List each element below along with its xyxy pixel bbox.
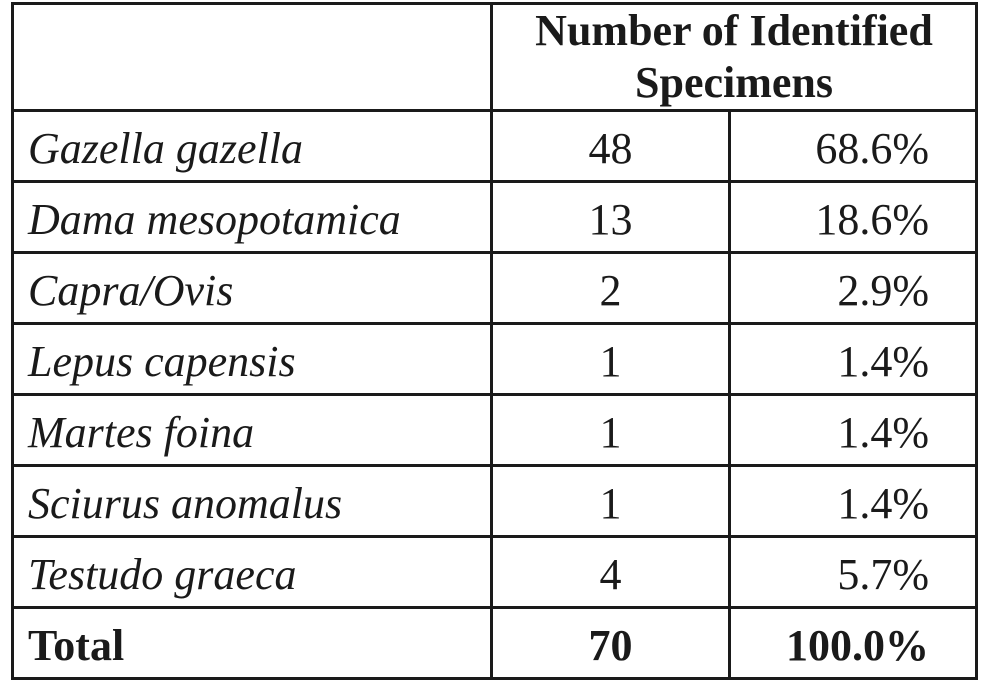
specimen-count: 1 (492, 465, 730, 536)
specimen-count-table (11, 2, 978, 680)
specimen-count: 48 (492, 110, 730, 181)
specimen-count: 1 (492, 394, 730, 465)
specimen-count: 13 (492, 181, 730, 252)
species-name: Martes foina (13, 394, 492, 465)
column-header-label: Number of Identified Specimens (535, 6, 933, 107)
table-row-total (13, 607, 977, 678)
specimen-count: 1 (492, 323, 730, 394)
specimen-percent: 1.4% (730, 394, 977, 465)
specimen-percent: 1.4% (730, 465, 977, 536)
header-row (13, 4, 977, 111)
table-row-capra-ovis (13, 252, 977, 323)
specimen-percent: 5.7% (730, 536, 977, 607)
species-name: Capra/Ovis (13, 252, 492, 323)
species-name: Dama mesopotamica (13, 181, 492, 252)
specimen-percent: 1.4% (730, 323, 977, 394)
specimen-percent: 68.6% (730, 110, 977, 181)
table-row-lepus-capensis (13, 323, 977, 394)
specimen-count: 4 (492, 536, 730, 607)
nisp-table (11, 2, 978, 680)
table-row-gazella-gazella (13, 110, 977, 181)
species-name: Testudo graeca (13, 536, 492, 607)
species-name: Gazella gazella (13, 110, 492, 181)
table-row-martes-foina (13, 394, 977, 465)
empty-corner-cell (13, 4, 492, 111)
column-header-number-of-identified-specimens (492, 4, 977, 111)
table-row-testudo-graeca (13, 536, 977, 607)
total-percent: 100.0% (730, 607, 977, 678)
total-label: Total (13, 607, 492, 678)
total-count: 70 (492, 607, 730, 678)
specimen-count: 2 (492, 252, 730, 323)
species-name: Lepus capensis (13, 323, 492, 394)
specimen-percent: 2.9% (730, 252, 977, 323)
table-row-sciurus-anomalus (13, 465, 977, 536)
species-name: Sciurus anomalus (13, 465, 492, 536)
table-row-dama-mesopotamica (13, 181, 977, 252)
specimen-percent: 18.6% (730, 181, 977, 252)
